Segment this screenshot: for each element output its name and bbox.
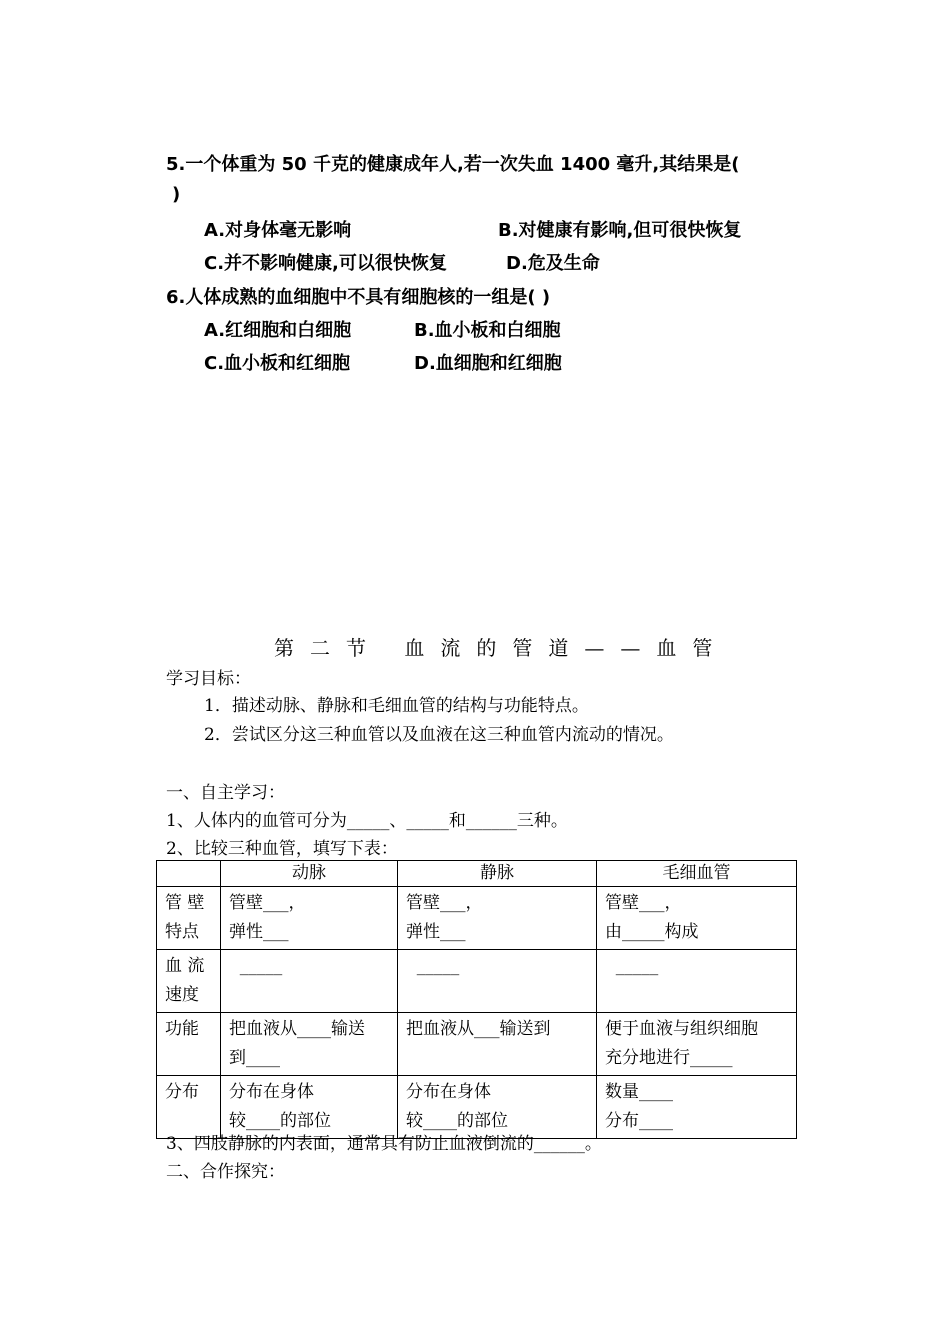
cell-line: 由_____构成 xyxy=(605,922,699,942)
cell-line: 管壁___， xyxy=(229,893,306,913)
table-row-speed xyxy=(157,950,797,1013)
artery-cell[interactable] xyxy=(221,950,398,1013)
table-header-row xyxy=(157,861,797,887)
cell-line: 便于血液与组织细胞 xyxy=(605,1019,758,1039)
row-label xyxy=(157,1013,221,1076)
cell-line: 到____ xyxy=(229,1048,280,1068)
row-label xyxy=(157,887,221,950)
cell-line: 弹性___ xyxy=(406,922,466,942)
cell-line: _____ xyxy=(229,956,283,976)
objective-1: 1．描述动脉、静脉和毛细血管的结构与功能特点。 xyxy=(204,696,589,716)
question-5-option-d: D.危及生命 xyxy=(506,253,600,274)
cell-line: 数量____ xyxy=(605,1082,673,1102)
row-label-line: 血 流 xyxy=(165,956,205,976)
cell-line: _____ xyxy=(605,956,659,976)
cell-line: 把血液从___输送到 xyxy=(406,1019,551,1039)
header-empty-cell xyxy=(157,861,221,887)
cell-line: 较____的部位 xyxy=(406,1111,508,1131)
cell-line: _____ xyxy=(406,956,460,976)
cell-line: 分布在身体 xyxy=(229,1082,314,1102)
section-title: 第二节 血流的管道——血管 xyxy=(274,636,729,660)
vein-cell[interactable] xyxy=(398,1013,597,1076)
cell-line: 管壁___， xyxy=(406,893,483,913)
row-label-line: 功能 xyxy=(165,1019,199,1039)
item-3: 3、四肢静脉的内表面，通常具有防止血液倒流的______。 xyxy=(166,1134,602,1154)
part-1-heading: 一、自主学习： xyxy=(166,783,285,803)
row-label-line: 管 壁 xyxy=(165,893,205,913)
question-6-option-a: A.红细胞和白细胞 xyxy=(204,320,352,341)
question-5-option-a: A.对身体毫无影响 xyxy=(204,220,352,241)
vein-cell[interactable] xyxy=(398,950,597,1013)
objective-2: 2．尝试区分这三种血管以及血液在这三种血管内流动的情况。 xyxy=(204,725,674,745)
capillary-cell[interactable] xyxy=(597,1013,797,1076)
row-label-line: 特点 xyxy=(165,922,199,942)
item-2: 2、比较三种血管，填写下表： xyxy=(166,839,398,859)
table-row-wall xyxy=(157,887,797,950)
question-6-option-d: D.血细胞和红细胞 xyxy=(414,353,562,374)
row-label xyxy=(157,950,221,1013)
question-5-stem-line1: 5.一个体重为 50 千克的健康成年人,若一次失血 1400 毫升,其结果是( xyxy=(166,154,740,175)
question-5-option-c: C.并不影响健康,可以很快恢复 xyxy=(204,253,447,274)
objectives-heading: 学习目标： xyxy=(166,669,251,689)
cell-line: 把血液从____输送 xyxy=(229,1019,365,1039)
question-6-option-b: B.血小板和白细胞 xyxy=(414,320,561,341)
table-row-function xyxy=(157,1013,797,1076)
header-vein: 静脉 xyxy=(398,861,597,887)
question-5-option-b: B.对健康有影响,但可很快恢复 xyxy=(498,220,742,241)
cell-line: 分布在身体 xyxy=(406,1082,491,1102)
question-6-option-c: C.血小板和红细胞 xyxy=(204,353,351,374)
cell-line: 较____的部位 xyxy=(229,1111,331,1131)
vein-cell[interactable] xyxy=(398,887,597,950)
capillary-cell[interactable] xyxy=(597,950,797,1013)
question-5-stem-line2: ) xyxy=(172,184,181,205)
row-label-line: 速度 xyxy=(165,985,199,1005)
item-1: 1、人体内的血管可分为_____、_____和______三种。 xyxy=(166,811,568,831)
question-6-stem: 6.人体成熟的血细胞中不具有细胞核的一组是( ) xyxy=(166,287,551,308)
header-artery: 动脉 xyxy=(221,861,398,887)
capillary-cell[interactable] xyxy=(597,887,797,950)
artery-cell[interactable] xyxy=(221,887,398,950)
part-2-heading: 二、合作探究： xyxy=(166,1162,285,1182)
artery-cell[interactable] xyxy=(221,1013,398,1076)
row-label-line: 分布 xyxy=(165,1082,199,1102)
cell-line: 弹性___ xyxy=(229,922,289,942)
header-capillary: 毛细血管 xyxy=(597,861,797,887)
vessel-comparison-table xyxy=(156,860,797,1139)
cell-line: 分布____ xyxy=(605,1111,673,1131)
cell-line: 管壁___， xyxy=(605,893,682,913)
capillary-cell[interactable] xyxy=(597,1076,797,1139)
cell-line: 充分地进行_____ xyxy=(605,1048,733,1068)
